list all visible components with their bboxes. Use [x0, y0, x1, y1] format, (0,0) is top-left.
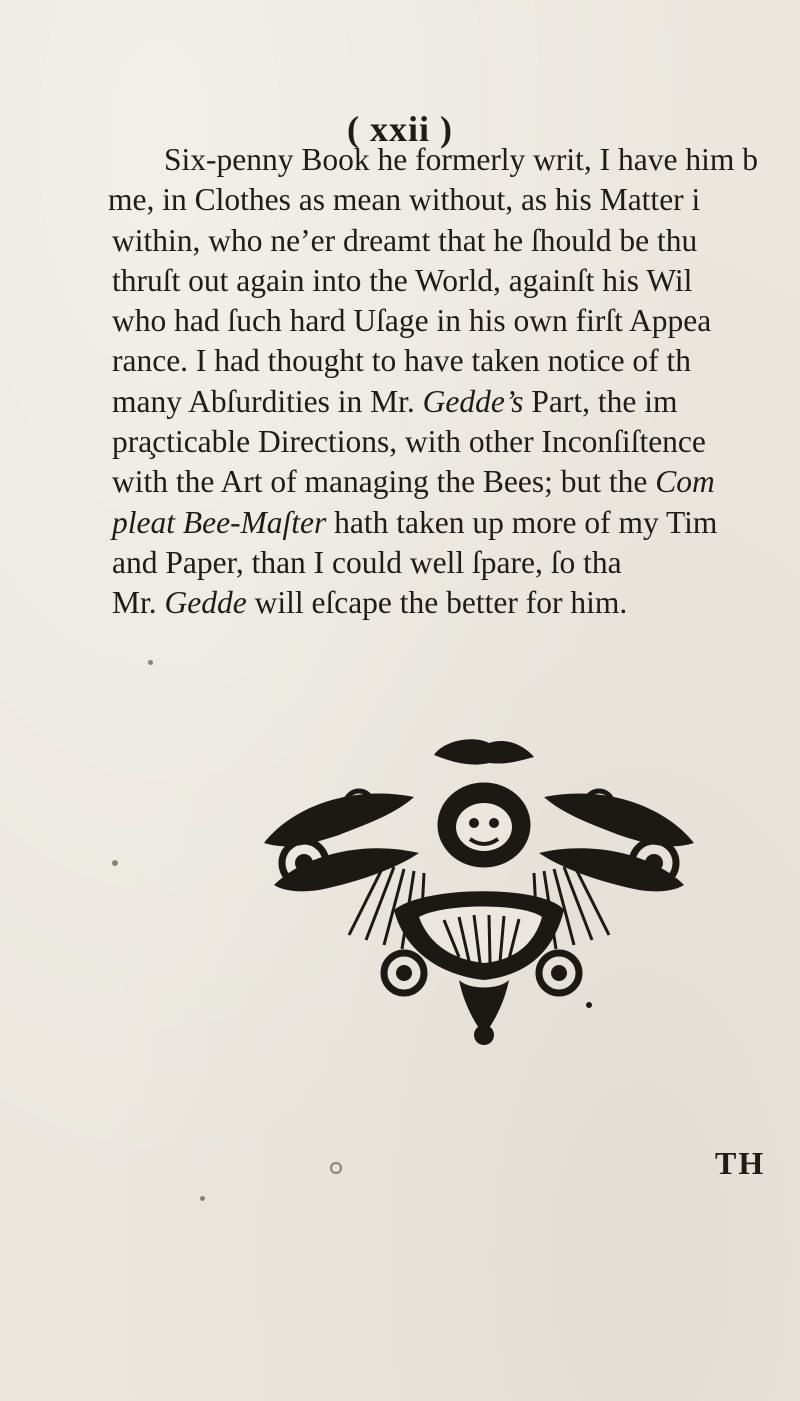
italic-title: Com [655, 464, 715, 500]
paper-speck [148, 660, 153, 665]
text-segment: many Abſurdities in Mr. [112, 383, 423, 419]
text-line: rance. I had thought to have taken notice of th [112, 343, 692, 379]
text-line: and Paper, than I could well ſpare, ſo tha [112, 544, 622, 580]
paper-speck [112, 860, 118, 866]
page-number: ( xxii ) [347, 109, 453, 149]
text-line: Six-penny Book he formerly writ, I have him b [164, 142, 759, 177]
text-line [42, 382, 800, 422]
text-line: who had ſuch hard Uſage in his own firſt Appea [112, 303, 712, 339]
text-segment: will eſcape the better for him. [246, 585, 628, 621]
text-line [42, 462, 800, 502]
italic-name: Gedde [164, 585, 247, 621]
tailpiece-ornament [244, 735, 714, 1045]
text-segment: Part, the im [523, 383, 678, 419]
text-segment: with the Art of managing the Bees; but the [112, 464, 656, 500]
paper-speck [330, 1162, 342, 1174]
text-line: me, in Clothes as mean without, as his Matter i [108, 182, 701, 218]
text-line [42, 583, 800, 623]
italic-title: pleat Bee-Maſter [112, 504, 327, 540]
text-segment: hath taken up more of my Tim [326, 504, 718, 540]
paper-speck [200, 1196, 205, 1201]
text-segment: Mr. [112, 585, 165, 621]
text-line: thruſt out again into the World, againſt his Wil [112, 262, 693, 298]
body-paragraph [42, 140, 800, 624]
text-line: pra̧cticable Directions, with other Inconſiſtence [112, 424, 706, 460]
text-line: within, who ne’er dreamt that he ſhould be thu [112, 222, 698, 258]
italic-name: Gedde’s [422, 383, 524, 419]
text-line [42, 503, 800, 543]
catchword: TH [715, 1145, 766, 1181]
